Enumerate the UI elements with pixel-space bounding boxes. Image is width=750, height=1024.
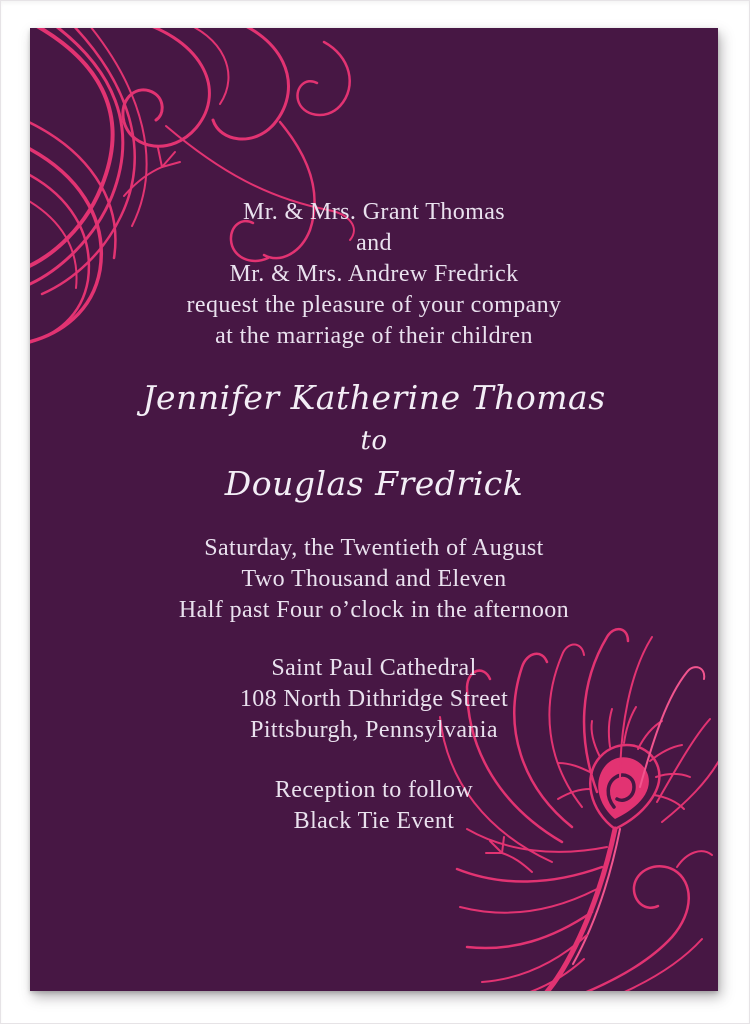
bride-name: Jennifer Katherine Thomas bbox=[142, 378, 606, 417]
groom-name: Douglas Fredrick bbox=[224, 464, 524, 503]
venue-street: 108 North Dithridge Street bbox=[239, 686, 509, 712]
host-line: Mr. & Mrs. Grant Thomas bbox=[242, 199, 506, 225]
dress-code-note: Black Tie Event bbox=[293, 808, 455, 834]
host-line: and bbox=[356, 230, 392, 256]
connector-word: to bbox=[360, 426, 388, 456]
time-line: Half past Four o’clock in the afternoon bbox=[178, 597, 570, 623]
host-line: Mr. & Mrs. Andrew Fredrick bbox=[229, 261, 519, 287]
note-lines bbox=[30, 775, 718, 837]
reception-note: Reception to follow bbox=[274, 777, 474, 803]
host-line: at the marriage of their children bbox=[215, 323, 533, 349]
host-line: request the pleasure of your company bbox=[186, 292, 562, 318]
date-line: Saturday, the Twentieth of August bbox=[204, 535, 544, 561]
couple-names bbox=[30, 376, 718, 506]
date-line: Two Thousand and Eleven bbox=[241, 566, 507, 592]
date-time-lines bbox=[30, 533, 718, 626]
venue-city: Pittsburgh, Pennsylvania bbox=[250, 717, 498, 743]
venue-lines bbox=[30, 653, 718, 746]
invitation-card bbox=[30, 28, 718, 991]
venue-name: Saint Paul Cathedral bbox=[271, 655, 477, 681]
host-lines bbox=[30, 197, 718, 352]
